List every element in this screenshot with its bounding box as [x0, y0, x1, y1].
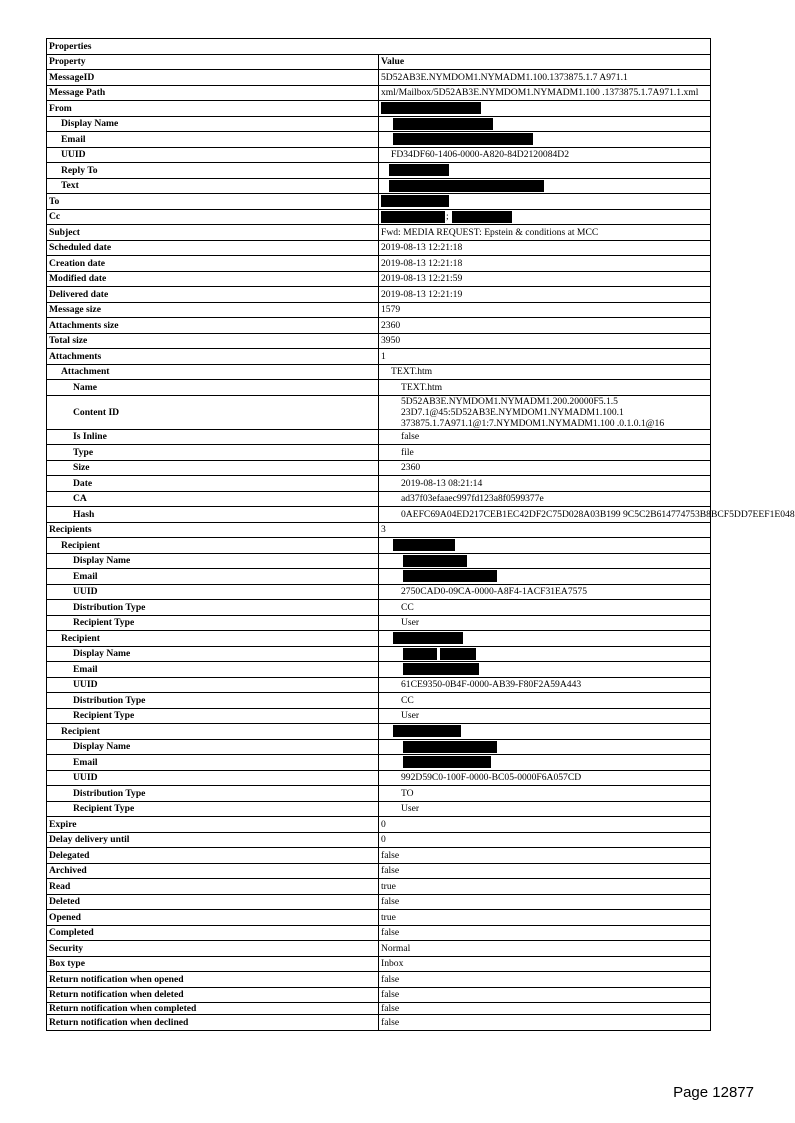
redaction-block	[381, 102, 481, 114]
property-name: Return notification when opened	[47, 972, 379, 988]
property-value: 3	[379, 522, 711, 538]
property-value: 2750CAD0-09CA-0000-A8F4-1ACF31EA7575	[379, 584, 711, 600]
property-value	[379, 724, 711, 740]
table-row	[47, 476, 711, 492]
property-value: 0	[379, 832, 711, 848]
property-value: true	[379, 910, 711, 926]
property-name: Opened	[47, 910, 379, 926]
property-name: Security	[47, 941, 379, 957]
property-value: Inbox	[379, 956, 711, 972]
table-row	[47, 163, 711, 179]
property-name: Display Name	[47, 116, 379, 132]
property-name: UUID	[47, 770, 379, 786]
table-row	[47, 507, 711, 523]
table-title-row	[47, 39, 711, 55]
property-name: Delivered date	[47, 287, 379, 303]
property-name: Recipient Type	[47, 801, 379, 817]
redaction-block	[440, 648, 476, 660]
table-row	[47, 85, 711, 101]
table-row	[47, 801, 711, 817]
property-value: false	[379, 429, 711, 445]
table-row	[47, 724, 711, 740]
property-value: 992D59C0-100F-0000-BC05-0000F6A057CD	[379, 770, 711, 786]
property-name: Recipient Type	[47, 708, 379, 724]
redaction-block	[381, 195, 449, 207]
redaction-block	[393, 725, 461, 737]
page-number: Page 12877	[673, 1084, 754, 1101]
table-row	[47, 817, 711, 833]
property-value	[379, 395, 711, 429]
table-row	[47, 832, 711, 848]
redaction-block	[393, 632, 463, 644]
table-row	[47, 333, 711, 349]
property-name: Message Path	[47, 85, 379, 101]
property-value: User	[379, 708, 711, 724]
property-value: Normal	[379, 941, 711, 957]
property-name: Email	[47, 662, 379, 678]
table-row	[47, 70, 711, 86]
table-row	[47, 101, 711, 117]
property-name: Recipient	[47, 631, 379, 647]
property-name: Size	[47, 460, 379, 476]
table-row	[47, 553, 711, 569]
table-row	[47, 662, 711, 678]
property-name: Return notification when deleted	[47, 987, 379, 1003]
property-value: false	[379, 1003, 711, 1015]
redaction-block	[389, 164, 449, 176]
table-row	[47, 646, 711, 662]
property-name: UUID	[47, 147, 379, 163]
property-name: Date	[47, 476, 379, 492]
table-row	[47, 987, 711, 1003]
property-name: Display Name	[47, 646, 379, 662]
redaction-block	[403, 570, 497, 582]
table-row	[47, 600, 711, 616]
table-title: Properties	[47, 39, 711, 55]
property-value: 5D52AB3E.NYMDOM1.NYMADM1.100.1373875.1.7 A971.1	[379, 70, 711, 86]
property-name: Recipients	[47, 522, 379, 538]
redaction-block	[393, 133, 533, 145]
property-value: 2019-08-13 12:21:19	[379, 287, 711, 303]
property-value: CC	[379, 600, 711, 616]
property-name: MessageID	[47, 70, 379, 86]
table-row	[47, 209, 711, 225]
table-row	[47, 178, 711, 194]
property-value: false	[379, 987, 711, 1003]
redaction-block	[389, 180, 544, 192]
header-property: Property	[47, 54, 379, 70]
property-name: Display Name	[47, 553, 379, 569]
table-row	[47, 708, 711, 724]
property-value: true	[379, 879, 711, 895]
table-row	[47, 925, 711, 941]
property-value	[379, 132, 711, 148]
property-value	[379, 569, 711, 585]
table-row	[47, 1015, 711, 1031]
property-name: Return notification when completed	[47, 1003, 379, 1015]
property-value: 0AEFC69A04ED217CEB1EC42DF2C75D028A03B199 9C5C2B614774753B8BCF5DD7EEF1E048	[379, 507, 711, 523]
property-value: 61CE9350-0B4F-0000-AB39-F80F2A59A443	[379, 677, 711, 693]
property-value: User	[379, 801, 711, 817]
property-value: 2019-08-13 12:21:18	[379, 240, 711, 256]
table-row	[47, 240, 711, 256]
table-row	[47, 956, 711, 972]
property-name: Subject	[47, 225, 379, 241]
property-name: Box type	[47, 956, 379, 972]
property-name: Return notification when declined	[47, 1015, 379, 1031]
property-name: Recipient	[47, 538, 379, 554]
redaction-block	[403, 741, 497, 753]
table-row	[47, 302, 711, 318]
table-row	[47, 460, 711, 476]
property-value	[379, 631, 711, 647]
table-row	[47, 364, 711, 380]
table-row	[47, 287, 711, 303]
property-name: Type	[47, 445, 379, 461]
property-value	[379, 739, 711, 755]
property-name: Attachment	[47, 364, 379, 380]
property-value: 1	[379, 349, 711, 365]
properties-table	[46, 38, 795, 1031]
header-value: Value	[379, 54, 711, 70]
property-name: Is Inline	[47, 429, 379, 445]
table-row	[47, 972, 711, 988]
property-name: Expire	[47, 817, 379, 833]
table-row	[47, 271, 711, 287]
property-value: User	[379, 615, 711, 631]
property-value	[379, 178, 711, 194]
table-row	[47, 349, 711, 365]
table-row	[47, 380, 711, 396]
property-value	[379, 538, 711, 554]
table-row	[47, 569, 711, 585]
property-value: 0	[379, 817, 711, 833]
table-row	[47, 445, 711, 461]
property-name: Email	[47, 755, 379, 771]
property-value: false	[379, 863, 711, 879]
property-name: Content ID	[47, 395, 379, 429]
redaction-block	[403, 648, 437, 660]
property-name: Email	[47, 569, 379, 585]
property-name: Text	[47, 178, 379, 194]
property-value: 2360	[379, 318, 711, 334]
redaction-block	[403, 756, 491, 768]
property-value	[379, 194, 711, 210]
table-row	[47, 132, 711, 148]
property-name: UUID	[47, 584, 379, 600]
property-value	[379, 755, 711, 771]
property-value	[379, 209, 711, 225]
property-value: FD34DF60-1406-0000-A820-84D2120084D2	[379, 147, 711, 163]
table-row	[47, 941, 711, 957]
property-name: Distribution Type	[47, 600, 379, 616]
property-name: Delay delivery until	[47, 832, 379, 848]
redaction-block	[393, 118, 493, 130]
table-row	[47, 491, 711, 507]
table-row	[47, 739, 711, 755]
property-value: TO	[379, 786, 711, 802]
property-name: Distribution Type	[47, 693, 379, 709]
property-name: Distribution Type	[47, 786, 379, 802]
property-name: Hash	[47, 507, 379, 523]
property-name: Name	[47, 380, 379, 396]
table-row	[47, 194, 711, 210]
property-value: false	[379, 848, 711, 864]
property-name: Deleted	[47, 894, 379, 910]
table-row	[47, 116, 711, 132]
property-name: Cc	[47, 209, 379, 225]
property-value	[379, 101, 711, 117]
property-name: To	[47, 194, 379, 210]
property-name: From	[47, 101, 379, 117]
table-row	[47, 538, 711, 554]
table-row	[47, 677, 711, 693]
table-row	[47, 848, 711, 864]
property-value: 2019-08-13 12:21:18	[379, 256, 711, 272]
property-value	[379, 116, 711, 132]
property-value	[379, 646, 711, 662]
property-value: false	[379, 894, 711, 910]
property-name: Read	[47, 879, 379, 895]
table-row	[47, 584, 711, 600]
table-row	[47, 631, 711, 647]
table-row	[47, 770, 711, 786]
property-name: Email	[47, 132, 379, 148]
property-name: Modified date	[47, 271, 379, 287]
property-value: 2360	[379, 460, 711, 476]
value-text: 5D52AB3E.NYMDOM1.NYMADM1.200.20000F5.1.5 23D7.1@45:5D52AB3E.NYMDOM1.NYMADM1.100.1 373875.1.7A971.1@1:7.NYMDOM1.NYMADM1.100 .0.1.0.1@16	[401, 395, 665, 429]
property-name: Message size	[47, 302, 379, 318]
property-name: Recipient	[47, 724, 379, 740]
redaction-block	[403, 663, 479, 675]
property-value: ad37f03efaaec997fd123a8f0599377e	[379, 491, 711, 507]
property-name: Reply To	[47, 163, 379, 179]
property-name: Scheduled date	[47, 240, 379, 256]
property-value: 2019-08-13 12:21:59	[379, 271, 711, 287]
property-name: Attachments	[47, 349, 379, 365]
property-name: Recipient Type	[47, 615, 379, 631]
property-name: Total size	[47, 333, 379, 349]
separator: ;	[446, 210, 449, 222]
table-row	[47, 318, 711, 334]
property-name: Creation date	[47, 256, 379, 272]
table-row	[47, 755, 711, 771]
property-value	[379, 553, 711, 569]
table-row	[47, 429, 711, 445]
property-name: Archived	[47, 863, 379, 879]
property-value: 1579	[379, 302, 711, 318]
table-row	[47, 693, 711, 709]
property-value: false	[379, 925, 711, 941]
property-value: xml/Mailbox/5D52AB3E.NYMDOM1.NYMADM1.100 .1373875.1.7A971.1.xml	[379, 85, 711, 101]
property-name: CA	[47, 491, 379, 507]
property-name: Attachments size	[47, 318, 379, 334]
redaction-block	[381, 211, 445, 223]
redaction-block	[393, 539, 455, 551]
property-value	[379, 662, 711, 678]
table-row	[47, 256, 711, 272]
property-name: Completed	[47, 925, 379, 941]
property-name: UUID	[47, 677, 379, 693]
property-value: 2019-08-13 08:21:14	[379, 476, 711, 492]
redaction-block	[452, 211, 512, 223]
property-value: false	[379, 972, 711, 988]
property-value	[379, 163, 711, 179]
property-value: Fwd: MEDIA REQUEST: Epstein & conditions at MCC	[379, 225, 711, 241]
property-name: Display Name	[47, 739, 379, 755]
table-row	[47, 863, 711, 879]
property-value: false	[379, 1015, 711, 1031]
table-row	[47, 615, 711, 631]
table-row	[47, 1003, 711, 1015]
property-value: TEXT.htm	[379, 380, 711, 396]
table-row	[47, 147, 711, 163]
table-row	[47, 894, 711, 910]
property-value: file	[379, 445, 711, 461]
property-value: CC	[379, 693, 711, 709]
property-value: TEXT.htm	[379, 364, 711, 380]
table-row	[47, 225, 711, 241]
table-row	[47, 786, 711, 802]
table-row	[47, 522, 711, 538]
table-header-row	[47, 54, 711, 70]
property-value: 3950	[379, 333, 711, 349]
property-name: Delegated	[47, 848, 379, 864]
redaction-block	[403, 555, 467, 567]
table-row	[47, 395, 711, 429]
table-row	[47, 910, 711, 926]
table-row	[47, 879, 711, 895]
